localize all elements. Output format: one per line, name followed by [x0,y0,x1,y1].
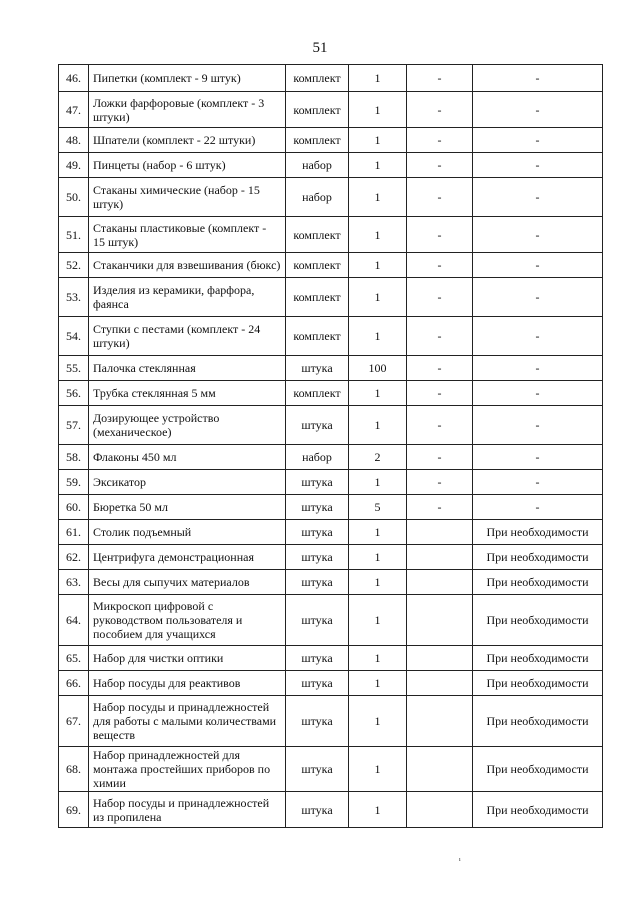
table-row [59,217,603,253]
quantity: 1 [349,153,407,178]
row-number: 50. [59,178,89,217]
row-number: 54. [59,317,89,356]
row-number: 51. [59,217,89,253]
table-row [59,128,603,153]
unit-of-measure: штука [286,747,349,792]
column-5-value: - [407,406,473,445]
notes-value: При необходимости [473,520,603,545]
item-name: Изделия из керамики, фарфора, фаянса [89,278,286,317]
row-number: 66. [59,671,89,696]
row-number: 57. [59,406,89,445]
table-row [59,92,603,128]
row-number: 56. [59,381,89,406]
item-name: Дозирующее устройство (механическое) [89,406,286,445]
unit-of-measure: комплект [286,278,349,317]
row-number: 59. [59,470,89,495]
unit-of-measure: комплект [286,381,349,406]
row-number: 68. [59,747,89,792]
column-5-value: - [407,217,473,253]
notes-value: При необходимости [473,646,603,671]
unit-of-measure: штука [286,570,349,595]
quantity: 1 [349,646,407,671]
unit-of-measure: штука [286,356,349,381]
quantity: 1 [349,381,407,406]
quantity: 2 [349,445,407,470]
table-row [59,747,603,792]
notes-value: При необходимости [473,595,603,646]
unit-of-measure: штука [286,671,349,696]
column-5-value [407,671,473,696]
table-row [59,65,603,92]
column-5-value: - [407,470,473,495]
notes-value: - [473,153,603,178]
page-number: 51 [312,40,328,56]
item-name: Трубка стеклянная 5 мм [89,381,286,406]
quantity: 1 [349,545,407,570]
row-number: 58. [59,445,89,470]
unit-of-measure: штука [286,406,349,445]
column-5-value: - [407,356,473,381]
table-row [59,381,603,406]
notes-value: При необходимости [473,545,603,570]
equipment-table [58,64,603,828]
row-number: 60. [59,495,89,520]
quantity: 1 [349,792,407,828]
row-number: 64. [59,595,89,646]
table-row [59,253,603,278]
quantity: 5 [349,495,407,520]
notes-value: При необходимости [473,792,603,828]
equipment-table-body [59,65,603,828]
quantity: 1 [349,92,407,128]
unit-of-measure: штука [286,595,349,646]
item-name: Палочка стеклянная [89,356,286,381]
unit-of-measure: штука [286,792,349,828]
quantity: 1 [349,128,407,153]
table-row [59,671,603,696]
notes-value: При необходимости [473,696,603,747]
unit-of-measure: комплект [286,92,349,128]
item-name: Набор принадлежностей для монтажа простейших приборов по химии [89,747,286,792]
column-5-value [407,520,473,545]
row-number: 67. [59,696,89,747]
notes-value: - [473,406,603,445]
notes-value: - [473,217,603,253]
column-5-value: - [407,153,473,178]
table-row [59,495,603,520]
quantity: 1 [349,278,407,317]
column-5-value: - [407,178,473,217]
item-name: Ложки фарфоровые (комплект - 3 штуки) [89,92,286,128]
table-row [59,545,603,570]
unit-of-measure: комплект [286,253,349,278]
item-name: Бюретка 50 мл [89,495,286,520]
item-name: Микроскоп цифровой с руководством пользователя и пособием для учащихся [89,595,286,646]
unit-of-measure: набор [286,178,349,217]
item-name: Эксикатор [89,470,286,495]
table-row [59,520,603,545]
quantity: 100 [349,356,407,381]
unit-of-measure: штука [286,545,349,570]
column-5-value: - [407,317,473,356]
quantity: 1 [349,470,407,495]
notes-value: - [473,445,603,470]
row-number: 69. [59,792,89,828]
row-number: 53. [59,278,89,317]
table-row [59,317,603,356]
column-5-value [407,747,473,792]
quantity: 1 [349,65,407,92]
column-5-value: - [407,128,473,153]
item-name: Стаканчики для взвешивания (бюкс) [89,253,286,278]
column-5-value [407,595,473,646]
column-5-value [407,792,473,828]
notes-value: При необходимости [473,747,603,792]
quantity: 1 [349,317,407,356]
item-name: Пипетки (комплект - 9 штук) [89,65,286,92]
column-5-value [407,570,473,595]
notes-value: - [473,381,603,406]
row-number: 61. [59,520,89,545]
table-row [59,470,603,495]
quantity: 1 [349,217,407,253]
quantity: 1 [349,520,407,545]
item-name: Ступки с пестами (комплект - 24 штуки) [89,317,286,356]
column-5-value [407,696,473,747]
row-number: 55. [59,356,89,381]
item-name: Стаканы пластиковые (комплект - 15 штук) [89,217,286,253]
row-number: 47. [59,92,89,128]
quantity: 1 [349,595,407,646]
notes-value: При необходимости [473,671,603,696]
table-row [59,595,603,646]
row-number: 48. [59,128,89,153]
row-number: 63. [59,570,89,595]
column-5-value: - [407,278,473,317]
notes-value: - [473,278,603,317]
table-row [59,406,603,445]
item-name: Набор посуды для реактивов [89,671,286,696]
column-5-value [407,646,473,671]
unit-of-measure: штука [286,495,349,520]
notes-value: - [473,356,603,381]
table-row [59,153,603,178]
quantity: 1 [349,406,407,445]
notes-value: - [473,65,603,92]
item-name: Набор посуды и принадлежностей для работы с малыми количествами веществ [89,696,286,747]
table-row [59,356,603,381]
item-name: Набор для чистки оптики [89,646,286,671]
unit-of-measure: штука [286,470,349,495]
item-name: Набор посуды и принадлежностей из пропилена [89,792,286,828]
row-number: 52. [59,253,89,278]
item-name: Стаканы химические (набор - 15 штук) [89,178,286,217]
item-name: Пинцеты (набор - 6 штук) [89,153,286,178]
notes-value: - [473,92,603,128]
column-5-value: - [407,445,473,470]
quantity: 1 [349,696,407,747]
table-row [59,445,603,470]
unit-of-measure: комплект [286,217,349,253]
unit-of-measure: комплект [286,65,349,92]
table-row [59,570,603,595]
quantity: 1 [349,253,407,278]
column-5-value: - [407,65,473,92]
notes-value: При необходимости [473,570,603,595]
quantity: 1 [349,671,407,696]
notes-value: - [473,253,603,278]
unit-of-measure: штука [286,520,349,545]
notes-value: - [473,178,603,217]
notes-value: - [473,317,603,356]
item-name: Центрифуга демонстрационная [89,545,286,570]
table-row [59,792,603,828]
unit-of-measure: комплект [286,128,349,153]
quantity: 1 [349,178,407,217]
row-number: 65. [59,646,89,671]
item-name: Весы для сыпучих материалов [89,570,286,595]
column-5-value: - [407,92,473,128]
row-number: 62. [59,545,89,570]
item-name: Столик подъемный [89,520,286,545]
scan-mark: ı [459,857,461,863]
item-name: Флаконы 450 мл [89,445,286,470]
column-5-value: - [407,495,473,520]
table-row [59,178,603,217]
row-number: 46. [59,65,89,92]
notes-value: - [473,470,603,495]
unit-of-measure: штука [286,646,349,671]
table-row [59,646,603,671]
unit-of-measure: комплект [286,317,349,356]
unit-of-measure: штука [286,696,349,747]
column-5-value: - [407,253,473,278]
quantity: 1 [349,570,407,595]
notes-value: - [473,495,603,520]
column-5-value [407,545,473,570]
table-row [59,278,603,317]
row-number: 49. [59,153,89,178]
unit-of-measure: набор [286,445,349,470]
quantity: 1 [349,747,407,792]
table-row [59,696,603,747]
unit-of-measure: набор [286,153,349,178]
item-name: Шпатели (комплект - 22 штуки) [89,128,286,153]
notes-value: - [473,128,603,153]
column-5-value: - [407,381,473,406]
